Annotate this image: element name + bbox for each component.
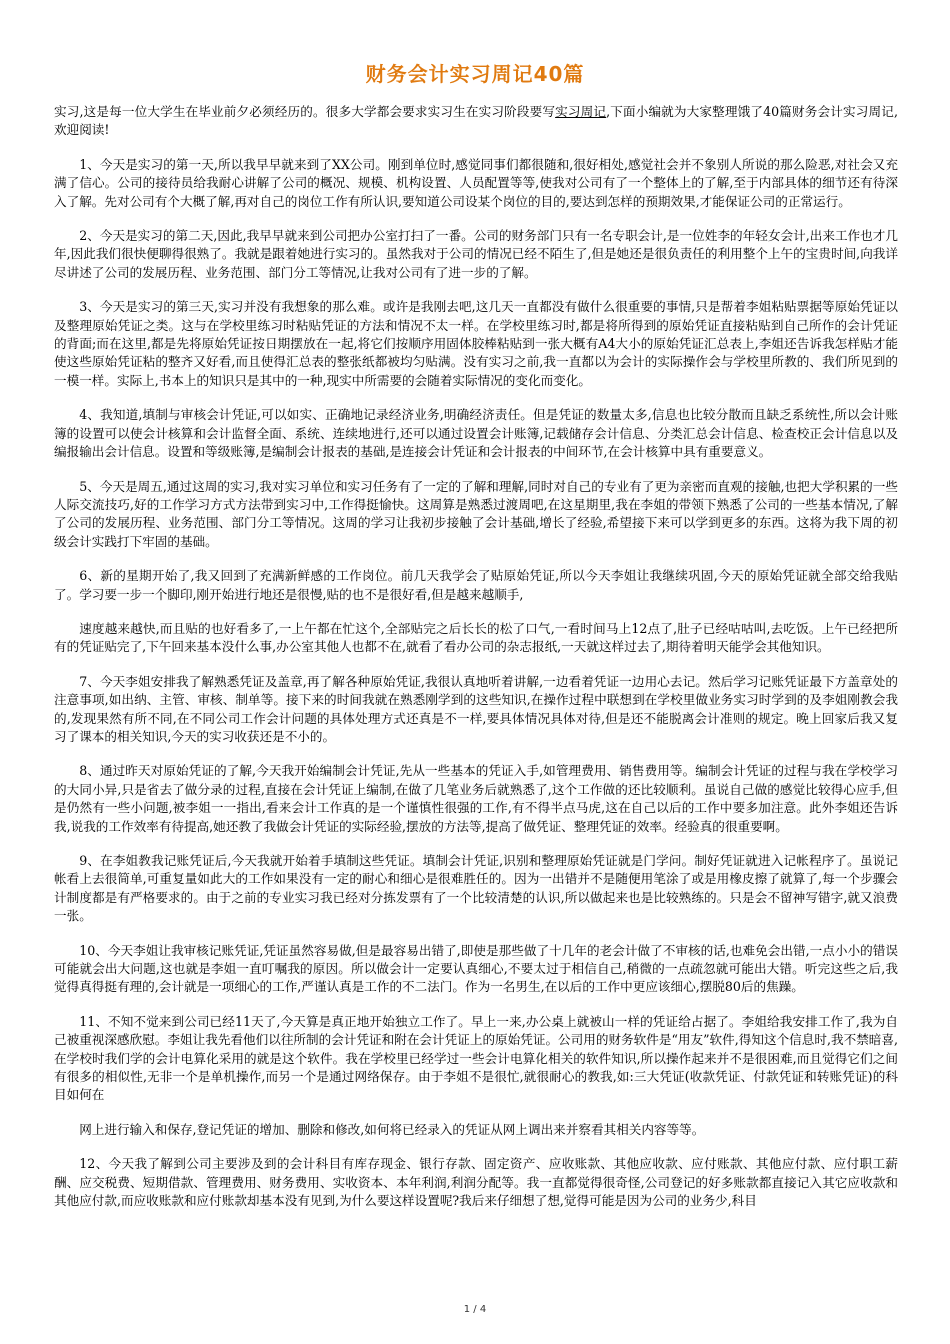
intro-text-before: 实习,这是每一位大学生在毕业前夕必须经历的。很多大学都会要求实习生在实习阶段要写 <box>54 104 556 119</box>
paragraph-12: 12、今天我了解到公司主要涉及到的会计科目有库存现金、银行存款、固定资产、应收账款、其他应收款、应付账款、其他应付款、应付职工薪酬、应交税费、短期借款、管理费用、财务费用、实收资本、本年利润,利润分配等。我一直都觉得很奇怪,公司登记的好多账款都直接记入其它应收款和其他应付款,而应收账款和应付账款却基本没有见到,为什么要这样设置呢?我后来仔细想了想,觉得可能是因为公司的业务少,科目 <box>54 1156 898 1209</box>
intro-paragraph <box>54 103 898 140</box>
paragraph-6: 6、新的星期开始了,我又回到了充满新鲜感的工作岗位。前几天我学会了贴原始凭证,所以今天李姐让我继续巩固,今天的原始凭证就全部交给我贴了。学习要一步一个脚印,刚开始进行地还是很慢,贴的也不是很好看,但是越来越顺手, <box>54 568 898 602</box>
page-title: 财务会计实习周记40篇 <box>365 62 585 86</box>
paragraph-4: 4、我知道,填制与审核会计凭证,可以如实、正确地记录经济业务,明确经济责任。但是凭证的数量太多,信息也比较分散而且缺乏系统性,所以会计账簿的设置可以使会计核算和会计监督全面、系统、连续地进行,还可以通过设置会计账簿,记载储存会计信息、分类汇总会计信息、检查校正会计信息以及编报输出会计信息。设置和等级账簿,是编制会计报表的基础,是连接会计凭证和会计报表的中间环节,在会计核算中具有重要意义。 <box>54 407 898 460</box>
document-body <box>54 103 898 1227</box>
intro-link[interactable]: 实习周记 <box>555 104 607 119</box>
paragraph-7: 7、今天李姐安排我了解熟悉凭证及盖章,再了解各种原始凭证,我很认真地听着讲解,一边看着凭证一边用心去记。然后学习记账凭证最下方盖章处的注意事项,如出纳、主管、审核、制单等。接下来的时间我就在熟悉刚学到的这些知识,在操作过程中联想到在学校里做业务实习时学到的及李姐刚教会我的,发现果然有所不同,在不同公司工作会计问题的具体处理方式还真是不一样,要具体情况具体对待,但是还不能脱离会计准则的规定。晚上回家后我又复习了课本的相关知识,今天的实习收获还是不小的。 <box>54 673 898 744</box>
paragraph-11-continued: 网上进行输入和保存,登记凭证的增加、删除和修改,如何将已经录入的凭证从网上调出来并察看其相关内容等等。 <box>79 1121 705 1137</box>
paragraph-1: 1、今天是实习的第一天,所以我早早就来到了XX公司。刚到单位时,感觉同事们都很随和,很好相处,感觉社会并不象别人所说的那么险恶,对社会又充满了信心。公司的接待员给我耐心讲解了公司的概况、规模、机构设置、人员配置等等,使我对公司有了一个整体上的了解,至于内部具体的细节还有待深入了解。先对公司有个大概了解,再对自己的岗位工作有所认识,要知道公司设某个岗位的目的,要达到怎样的预期效果,才能保证公司的正常运行。 <box>54 156 898 209</box>
paragraph-11: 11、不知不觉来到公司已经11天了,今天算是真正地开始独立工作了。早上一来,办公桌上就被山一样的凭证给占据了。李姐给我安排工作了,我为自己被重视深感欣慰。李姐让我先看他们以往所制的会计凭证和附在会计凭证上的原始凭证。公司用的财务软件是“用友”软件,得知这个信息时,我不禁暗喜,在学校时我们学的会计电算化采用的就是这个软件。我在学校里已经学过一些会计电算化相关的软件知识,所以操作起来并不是很困难,而且觉得它们之间有很多的相似性,无非一个是单机操作,而另一个是通过网络保存。由于李姐不是很忙,就很耐心的教我,如:三大凭证(收款凭证、付款凭证和转账凭证)的科目如何在 <box>54 1013 898 1103</box>
paragraph-3: 3、今天是实习的第三天,实习并没有我想象的那么难。或许是我刚去吧,这几天一直都没有做什么很重要的事情,只是帮着李姐粘贴票据等原始凭证以及整理原始凭证之类。这与在学校里练习时粘贴凭证的方法和情况不太一样。在学校里练习时,都是将所得到的原始凭证直接粘贴到自己所作的会计凭证的背面;而在这里,都是先将原始凭证按日期摆放在一起,将它们按顺序用固体胶棒粘贴到一张大概有A4大小的原始凭证汇总表上,李姐还告诉我怎样贴才能使这些原始凭证粘的整齐又好看,而且使得汇总表的整张纸都被均匀贴满。没有实习之前,我一直都以为会计的实际操作会与学校里所教的、我们所见到的一模一样。实际上,书本上的知识只是其中的一种,现实中所需要的会随着实际情况的变化而变化。 <box>54 299 898 388</box>
page-number: 1 / 4 <box>463 1304 487 1315</box>
paragraph-2: 2、今天是实习的第二天,因此,我早早就来到公司把办公室打扫了一番。公司的财务部门只有一名专职会计,是一位姓李的年轻女会计,出来工作也才几年,因此我们很快便聊得很熟了。我就是跟着她进行实习的。虽然我对于公司的情况已经不陌生了,但是她还是很负责任的利用整个上午的宝贵时间,向我详尽讲述了公司的发展历程、业务范围、部门分工等情况,让我对公司有了进一步的了解。 <box>54 228 898 280</box>
intro-text-after: ,下面小编就为大家整理饿了40篇财务会计实习周记,欢迎阅读! <box>54 104 898 138</box>
paragraph-8: 8、通过昨天对原始凭证的了解,今天我开始编制会计凭证,先从一些基本的凭证入手,如管理费用、销售费用等。编制会计凭证的过程与我在学校学习的大同小异,只是省去了做分录的过程,直接在会计凭证上编制,在做了几笔业务后就熟悉了,这个工作做的还比较顺利。虽说自己做的感觉比较得心应手,但是仍然有一些小问题,被李姐一一指出,看来会计工作真的是一个谨慎性很强的工作,有不得半点马虎,这在自己以后的工作中要多加注意。此外李姐还告诉我,说我的工作效率有待提高,她还教了我做会计凭证的实际经验,摆放的方法等,提高了做凭证、整理凭证的效率。经验真的很重要啊。 <box>54 763 898 834</box>
paragraph-5: 5、今天是周五,通过这周的实习,我对实习单位和实习任务有了一定的了解和理解,同时对自己的专业有了更为亲密而直观的接触,也把大学积累的一些人际交流技巧,好的工作学习方式方法带到实习中,工作得挺愉快。这周算是熟悉过渡周吧,在这星期里,我在李姐的带领下熟悉了公司的一些基本情况,了解了公司的发展历程、业务范围、部门分工等情况。这周的学习让我初步接触了会计基础,增长了经验,希望接下来可以学到更多的东西。这将为我下周的初级会计实践打下牢固的基础。 <box>54 478 898 549</box>
paragraph-9: 9、在李姐教我记账凭证后,今天我就开始着手填制这些凭证。填制会计凭证,识别和整理原始凭证就是门学问。制好凭证就进入记帐程序了。虽说记帐看上去很简单,可重复量如此大的工作如果没有一定的耐心和细心是很难胜任的。因为一出错并不是随便用笔涂了或是用橡皮擦了就算了,每一个步骤会计制度都是有严格要求的。由于之前的专业实习我已经对分拣发票有了一个比较清楚的认识,所以做起来也是比较熟练的。只是会不留神写错字,就又浪费一张。 <box>54 853 898 924</box>
paragraph-6-continued: 速度越来越快,而且贴的也好看多了,一上午都在忙这个,全部贴完之后长长的松了口气,一看时间马上12点了,肚子已经咕咕叫,去吃饭。上午已经把所有的凭证贴完了,下午回来基本没什么事,办公室其他人也都不在,就看了看办公司的杂志报纸,一天就这样过去了,期待着明天能学会其他知识。 <box>54 620 898 655</box>
paragraph-10: 10、今天李姐让我审核记账凭证,凭证虽然容易做,但是最容易出错了,即使是那些做了十几年的老会计做了不审核的话,也难免会出错,一点小小的错误可能就会出大问题,这也就是李姐一直叮嘱我的原因。所以做会计一定要认真细心,不要太过于相信自己,稍微的一点疏忽就可能出大错。听完这些之后,我觉得真得挺有理的,会计就是一项细心的工作,严谨认真是工作的不二法门。作为一名男生,在以后的工作中更应该细心,摆脱80后的焦躁。 <box>54 942 898 995</box>
